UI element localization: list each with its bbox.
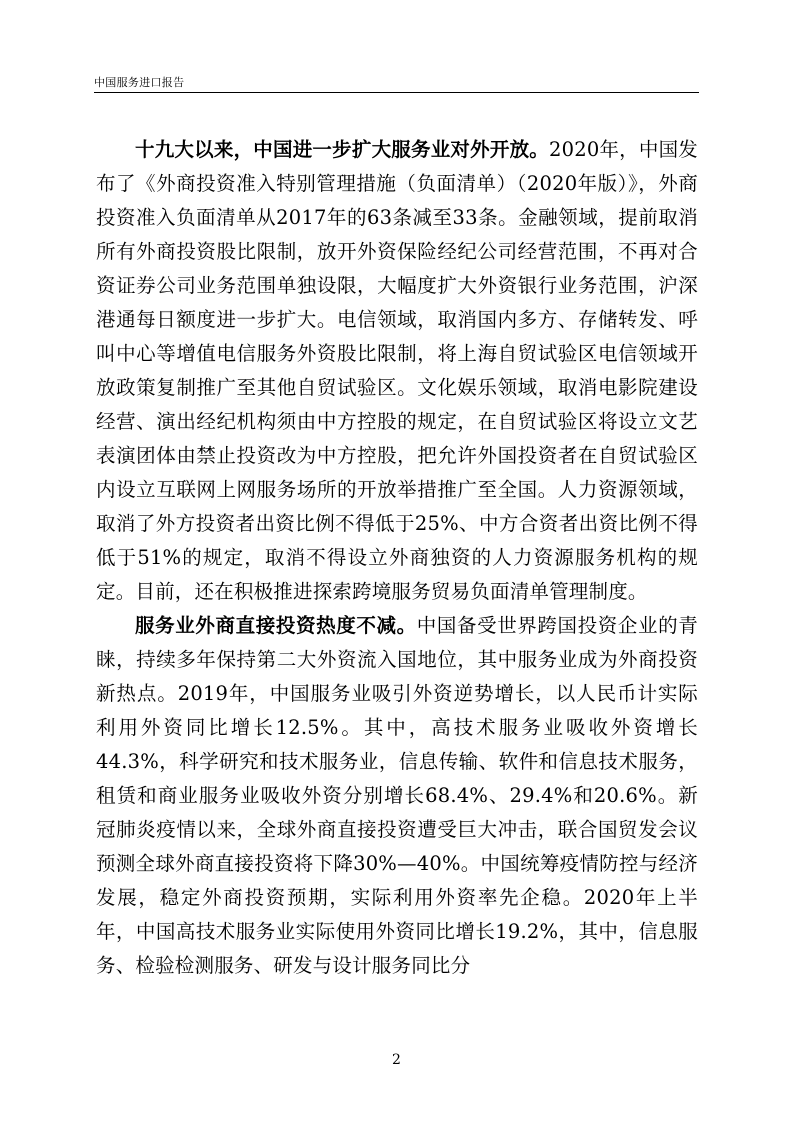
page-number: 2 bbox=[392, 1052, 401, 1068]
body-text bbox=[96, 133, 698, 983]
paragraph-lead: 十九大以来，中国进一步扩大服务业对外开放。 bbox=[135, 138, 549, 161]
paragraph-lead: 服务业外商直接投资热度不减。 bbox=[135, 614, 417, 637]
header-divider bbox=[94, 92, 699, 93]
running-header: 中国服务进口报告 bbox=[94, 76, 185, 89]
paragraph-body: 2020年，中国发布了《外商投资准入特别管理措施（负面清单）（2020年版）》，外商投资准入负面清单从2017年的63条减至33条。金融领域，提前取消所有外商投资股比限制，放开外资保险经纪公司经营范围，不再对合资证券公司业务范围单独设限，大幅度扩大外资银行业务范围，沪深港通每日额度进一步扩大。电信领域，取消国内多方、存储转发、呼叫中心等增值电信服务外资股比限制，将上海自贸试验区电信领域开放政策复制推广至其他自贸试验区。文化娱乐领域，取消电影院建设经营、演出经纪机构须由中方控股的规定，在自贸试验区将设立文艺表演团体由禁止投资改为中方控股，把允许外国投资者在自贸试验区内设立互联网上网服务场所的开放举措推广至全国。人力资源领域，取消了外方投资者出资比例不得低于25%、中方合资者出资比例不得低于51%的规定，取消不得设立外商独资的人力资源服务机构的规定。目前，还在积极推进探索跨境服务贸易负面清单管理制度。 bbox=[96, 138, 698, 603]
paragraph-opening-up bbox=[96, 133, 698, 609]
paragraph-fdi bbox=[96, 609, 698, 983]
paragraph-body: 中国备受世界跨国投资企业的青睐，持续多年保持第二大外资流入国地位，其中服务业成为外商投资新热点。2019年，中国服务业吸引外资逆势增长，以人民币计实际利用外资同比增长12.5%。其中，高技术服务业吸收外资增长44.3%，科学研究和技术服务业，信息传输、软件和信息技术服务，租赁和商业服务业吸收外资分别增长68.4%、29.4%和20.6%。新冠肺炎疫情以来，全球外商直接投资遭受巨大冲击，联合国贸发会议预测全球外商直接投资将下降30%—40%。中国统筹疫情防控与经济发展，稳定外商投资预期，实际利用外资率先企稳。2020年上半年，中国高技术服务业实际使用外资同比增长19.2%，其中，信息服务、检验检测服务、研发与设计服务同比分 bbox=[96, 614, 698, 977]
